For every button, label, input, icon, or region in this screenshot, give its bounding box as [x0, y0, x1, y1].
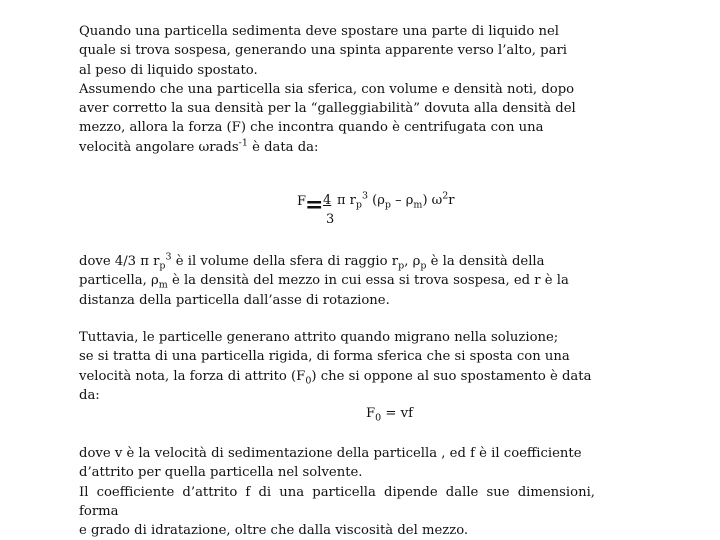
text-line: al peso di liquido spostato.	[79, 62, 258, 78]
text-line: Assumendo che una particella sia sferica, con volume e densità noti, dopo	[79, 81, 575, 97]
text-line: velocità angolare ωrads$^{-1}$ è data da:	[79, 137, 319, 155]
text-line: distanza della particella dall’asse di rotazione.	[79, 292, 390, 308]
formula-numerator: 4	[323, 193, 332, 208]
text-line: mezzo, allora la forza (F) che incontra quando è centrifugata con una	[79, 120, 544, 136]
paragraph-friction	[79, 328, 595, 405]
text-line: se si tratta di una particella rigida, di forma sferica che si sposta con una	[79, 349, 570, 365]
text-line: da:	[79, 387, 100, 403]
text-line: quale si trova sospesa, generando una spinta apparente verso l’alto, pari	[79, 43, 567, 59]
text-line: velocità nota, la forza di attrito $(F_0)$ che si oppone al suo spostamento è data	[79, 368, 592, 387]
paragraph-coefficient	[79, 444, 595, 540]
formula-body: π $r_p^3$ $(\rho_p - \rho_m)$ $\omega^2r$	[337, 190, 455, 211]
formula-denominator: 3	[326, 212, 335, 227]
text-line: e grado di idratazione, oltre che dalla viscosità del mezzo.	[79, 523, 469, 539]
text-line: Quando una particella sedimenta deve spostare una parte di liquido nel	[79, 24, 560, 39]
text-line: Il coefficiente d’attrito f di una particella dipende dalle sue dimensioni, forma	[79, 484, 595, 519]
text-line: dove v è la velocità di sedimentazione della particella , ed f è il coefficiente	[79, 446, 582, 461]
text-line: particella, $\rho_m$ è la densità del mezzo in cui essa si trova sospesa, ed r è la	[79, 273, 569, 291]
text-line: d’attrito per quella particella nel solvente.	[79, 465, 363, 481]
formula-lhs: F	[297, 194, 307, 209]
friction-equation: $F_0$ = vf	[366, 406, 413, 424]
paragraph-intro	[79, 22, 595, 157]
text-line: dove 4/3 π $r_p^3$ è il volume della sfera di raggio $r_p$, $\rho_p$ è la densità della	[79, 251, 545, 272]
text-line: Tuttavia, le particelle generano attrito quando migrano nella soluzione;	[79, 330, 559, 345]
formula-equals: =	[305, 192, 324, 218]
text-line: aver corretto la sua densità per la “galleggiabilità” dovuta alla densità del	[79, 101, 576, 117]
force-formula	[297, 190, 455, 227]
paragraph-definitions	[79, 252, 595, 310]
